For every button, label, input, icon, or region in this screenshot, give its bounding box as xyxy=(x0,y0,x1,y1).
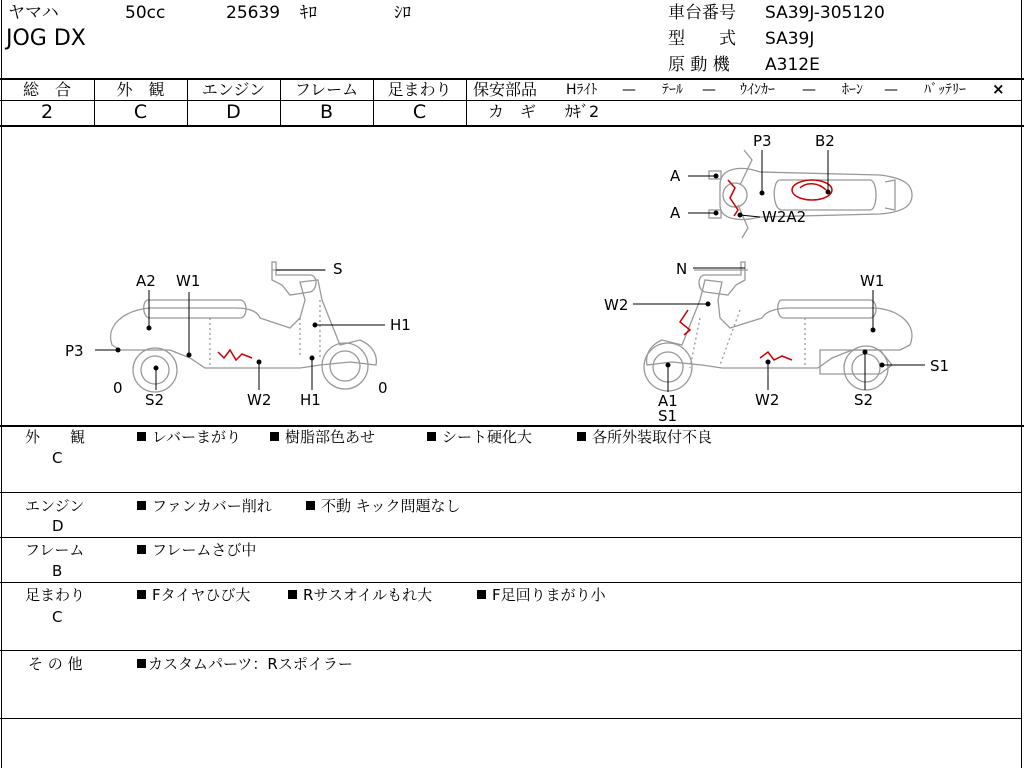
grade-value-suspension: C xyxy=(412,101,427,123)
model-name: JOG DX xyxy=(6,26,86,51)
detail-item: カスタムパーツ：Rスポイラー xyxy=(137,657,353,672)
label-left-s2: S2 xyxy=(145,391,165,409)
grade-divider xyxy=(466,79,467,125)
grade-label-frame: フレーム xyxy=(294,80,359,99)
label-left-w2: W2 xyxy=(247,391,272,409)
detail-item: ファンカバー削れ xyxy=(137,499,272,514)
safety-status-winker: — xyxy=(802,82,816,98)
engine: A312E xyxy=(765,55,820,75)
mileage: 25639 xyxy=(226,3,281,23)
section-grade: C xyxy=(52,608,63,626)
safety-status-horn: — xyxy=(884,82,898,98)
section-label: エンジン xyxy=(25,497,85,515)
section-divider xyxy=(0,582,1022,583)
label-top-b2: B2 xyxy=(815,132,835,150)
label-right-s1: S1 xyxy=(658,407,678,425)
label-top-a1: A xyxy=(670,167,681,185)
label-left-a2: A2 xyxy=(136,272,156,290)
section-divider xyxy=(0,537,1022,538)
label-left-w1: W1 xyxy=(176,272,201,290)
section-divider xyxy=(0,718,1022,719)
safety-item-headlight: Hﾗｲﾄ xyxy=(566,82,598,98)
safety-item-horn: ﾎｰﾝ xyxy=(842,82,863,98)
maker: ヤマハ xyxy=(8,3,59,23)
label-left-h1-top: H1 xyxy=(390,316,411,334)
engine-label: 原 動 機 xyxy=(668,55,730,75)
divider-diagram xyxy=(0,425,1024,427)
mileage-unit: ｷﾛ xyxy=(300,3,317,23)
detail-item: レバーまがり xyxy=(137,430,241,445)
section-divider xyxy=(0,492,1022,493)
grade-label-exterior: 外 観 xyxy=(116,80,165,99)
type-label: 型 式 xyxy=(668,29,736,49)
grade-label-overall: 総 合 xyxy=(22,80,71,99)
label-right-a1: A1 xyxy=(658,392,678,410)
color: ｼﾛ xyxy=(394,3,411,23)
detail-item: Fタイヤひび大 xyxy=(137,588,250,603)
scooter-top xyxy=(709,150,912,238)
section-label: 足まわり xyxy=(25,586,86,604)
label-right-w2-top: W2 xyxy=(604,296,629,314)
detail-item: Rサスオイルもれ大 xyxy=(288,588,432,603)
section-label: 外 観 xyxy=(25,428,86,446)
detail-item: 不動 キック問題なし xyxy=(306,499,460,514)
detail-item: 樹脂部色あせ xyxy=(270,430,375,445)
detail-item: F足回りまがり小 xyxy=(477,588,606,603)
safety-label: 保安部品 xyxy=(473,80,538,99)
label-top-p3: P3 xyxy=(753,132,772,150)
grade-value-exterior: C xyxy=(133,101,148,123)
safety-status-tail: — xyxy=(702,82,716,98)
key-value: ｶｷﾞ2 xyxy=(565,102,600,121)
section-label: フレーム xyxy=(25,541,85,559)
section-label: そ の 他 xyxy=(28,655,83,673)
grade-value-frame: B xyxy=(319,101,334,123)
label-left-zero-1: 0 xyxy=(113,379,123,397)
section-grade: D xyxy=(52,517,64,535)
section-divider xyxy=(0,650,1022,651)
detail-item: 各所外装取付不良 xyxy=(577,430,712,445)
displacement: 50cc xyxy=(125,3,166,23)
section-grade: C xyxy=(52,449,63,467)
safety-status-battery: × xyxy=(992,80,1005,98)
label-left-p3: P3 xyxy=(65,342,84,360)
label-right-s1-side: S1 xyxy=(930,357,950,375)
label-right-w2: W2 xyxy=(755,391,780,409)
label-top-a2: A xyxy=(670,204,681,222)
safety-item-winker: ｳｲﾝｶｰ xyxy=(740,82,775,98)
detail-item: シート硬化大 xyxy=(427,430,532,445)
type: SA39J xyxy=(765,29,815,49)
frame-no: SA39J-305120 xyxy=(765,3,885,23)
safety-midline xyxy=(466,100,1022,101)
safety-item-battery: ﾊﾞｯﾃﾘｰ xyxy=(924,82,966,98)
label-left-s: S xyxy=(333,260,343,278)
damage-diagram xyxy=(0,126,1024,426)
label-left-h1: H1 xyxy=(300,391,321,409)
label-right-w1: W1 xyxy=(860,272,885,290)
safety-item-tail: ﾃｰﾙ xyxy=(662,82,683,98)
key-label: カ ギ xyxy=(488,102,537,121)
label-right-n: N xyxy=(676,260,688,278)
frame-no-label: 車台番号 xyxy=(668,3,736,23)
section-grade: B xyxy=(52,562,63,580)
label-left-zero-2: 0 xyxy=(378,379,388,397)
detail-item: フレームさび中 xyxy=(137,543,256,558)
grade-label-engine: エンジン xyxy=(201,80,266,99)
grade-value-overall: 2 xyxy=(40,101,54,123)
grade-value-engine: D xyxy=(226,101,241,123)
label-top-w2a2: W2A2 xyxy=(762,208,807,226)
label-right-s2: S2 xyxy=(854,391,874,409)
grade-label-suspension: 足まわり xyxy=(387,80,452,99)
safety-status-headlight: — xyxy=(622,82,636,98)
